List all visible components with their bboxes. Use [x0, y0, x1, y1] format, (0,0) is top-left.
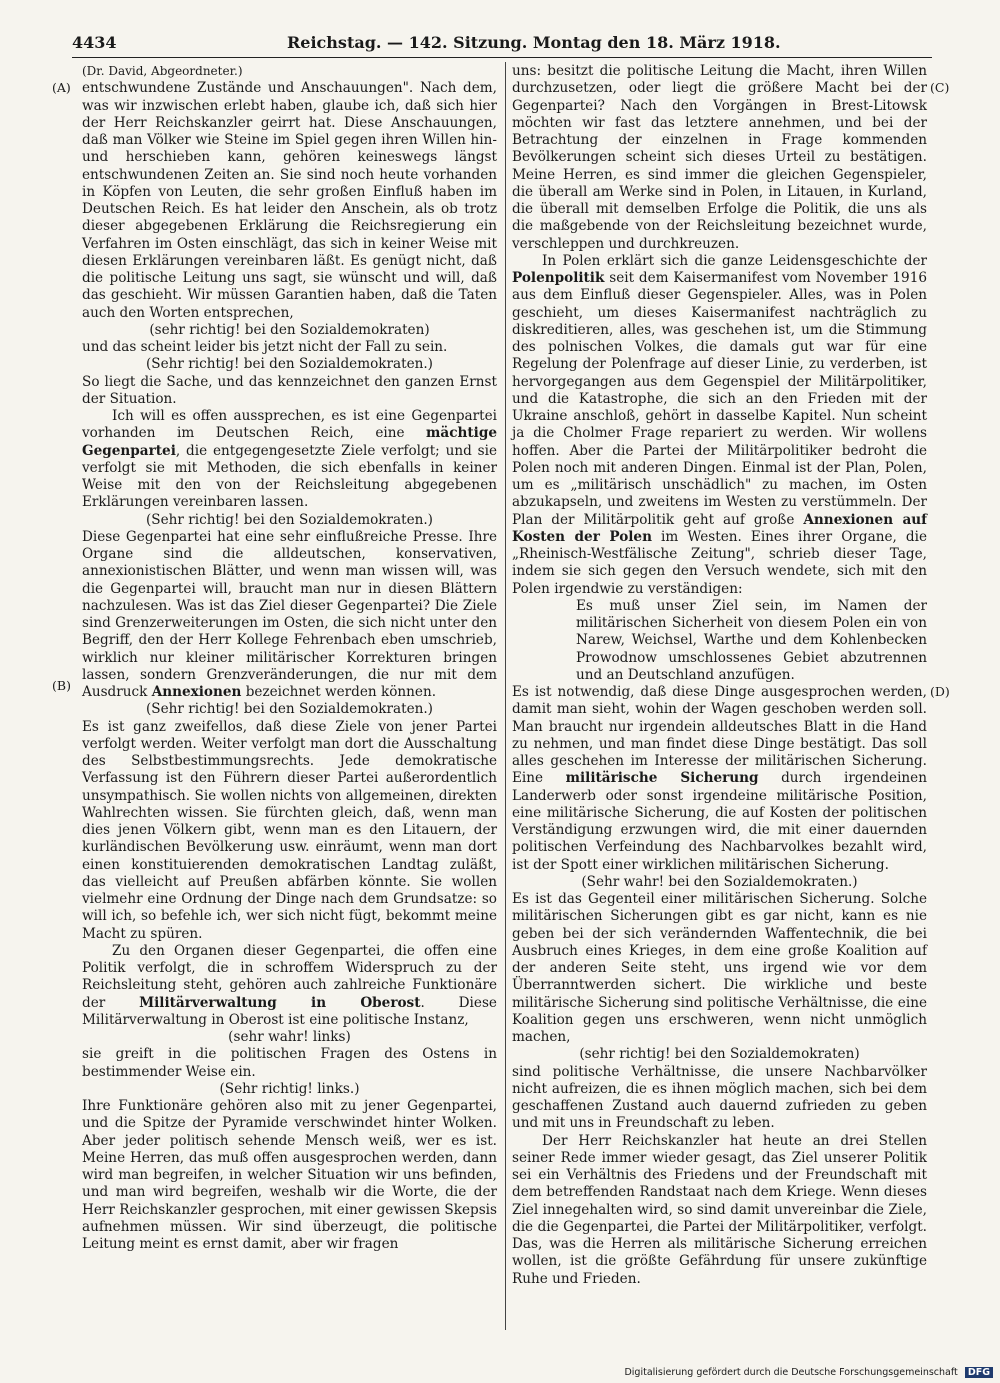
emphasis: militärische Sicherung — [565, 770, 759, 787]
page-number: 4434 — [72, 33, 117, 52]
paragraph: sie greift in die politischen Fragen des Ostens in bestimmender Weise ein. — [82, 1046, 497, 1080]
interjection: (Sehr richtig! links.) — [219, 1080, 360, 1097]
margin-marker-b: (B) — [52, 678, 71, 693]
paragraph: Der Herr Reichskanzler hat heute an drei Stellen seiner Rede immer wieder gesagt, das Ziel unserer Politik sei ein Verhältnis des Friedens und der Freundschaft mit dem betreffenden Randstaat nach dem Kriege. Wenn dieses Ziel innegehalten wird, so sind damit unvereinbar die Ziele, die die Gegenpartei, die Partei der Militärpolitiker, verfolgt. Das, was die Herren als militärische Sicherung erreichen wollen, ist die größte Gefährdung für unsere zukünftige Ruhe und Frieden. — [512, 1132, 927, 1287]
paragraph: uns: besitzt die politische Leitung die Macht, ihren Willen durchzusetzen, oder liegt die größere Macht bei der Gegenpartei? Nach den Vorgängen in Brest-Litowsk möchten wir fast das letztere annehmen, und bei der Betrachtung der einzelnen in Frage kommenden Bevölkerungen scheint sich dieses Urteil zu bestätigen. Meine Herren, es sind immer die gleichen Gegenspieler, die überall am Werke sind in Polen, in Litauen, in Kurland, die überall mit demselben Erfolge die Politik, die uns als die maßgebende von der Reichsleitung bezeichnet wurde, verschleppen und durchkreuzen. — [512, 63, 927, 252]
emphasis: Annexionen auf Kosten der Polen — [512, 511, 927, 545]
interjection: (sehr wahr! links) — [228, 1029, 351, 1045]
interjection: (Sehr wahr! bei den Sozialdemokraten.) — [581, 873, 858, 890]
paragraph: So liegt die Sache, und das kennzeichnet den ganzen Ernst der Situation. — [82, 373, 497, 407]
column-separator — [505, 62, 506, 1330]
paragraph: Es ist ganz zweifellos, daß diese Ziele von jener Partei verfolgt werden. Weiter verfolgt man dort die Ausschaltung des Selbstbestimmungsrechts. Jede demokratische Verfassung ist den Führern dieser Partei außerordentlich unsympathisch. Sie wollen nichts von allgemeinen, direkten Wahlrechten wissen. Sie fürchten gleich, daß, wenn man dies jenen Völkern gibt, wenn man es den Litauern, der kurländischen Bevölkerung usw. einräumt, wenn man dort einen konstituierenden demokratischen Landtag zuläßt, das vielleicht auf Preußen abfärben könnte. Sie wollen vielmehr eine Ordnung der Dinge nach dem Grundsatze: so will ich, so befehle ich, wer sich nicht fügt, bekommt meine Macht zu spüren. — [82, 718, 497, 942]
paragraph: Diese Gegenpartei hat eine sehr einflußreiche Presse. Ihre Organe sind die alldeutschen, konservativen, annexionistischen Blätter, und wenn man wissen will, was die Gegenpartei will, braucht man nur in diesen Blättern nachzulesen. Was ist das Ziel dieser Gegenpartei? Die Ziele sind Grenzerweiterungen im Osten, die sich nicht unter den Begriff, den der Herr Kollege Fehrenbach eben umschrieb, wirklich nur kleiner militärischer Korrekturen bringen lassen, sondern Grenzveränderungen, die nur mit dem Ausdruck Annexionen bezeichnet werden können. — [82, 528, 497, 700]
emphasis: Annexionen — [151, 684, 242, 700]
left-column — [82, 63, 497, 1253]
emphasis: Militärverwaltung in Oberost — [139, 994, 421, 1011]
paragraph: Ihre Funktionäre gehören also mit zu jener Gegenpartei, und die Spitze der Pyramide verschwindet hinter Wolken. Aber jeder politisch sehende Mensch weiß, wer es ist. Meine Herren, das muß offen ausgesprochen werden, dann wird man begreifen, in welcher Situation wir uns befinden, und man wird begreifen, weshalb wir die Worte, die der Herr Reichskanzler gesprochen, mit einer gewissen Skepsis aufnehmen müssen. Wir sind überzeugt, die politische Leitung meint es ernst damit, aber wir fragen — [82, 1098, 498, 1252]
paragraph: sind politische Verhältnisse, die unsere Nachbarvölker nicht aufreizen, die es ihnen möglich machen, sich bei dem geschaffenen Zustand auch dauernd zufrieden zu geben und mit uns in Freundschaft zu leben. — [512, 1063, 927, 1132]
paragraph: und das scheint leider bis jetzt nicht der Fall zu sein. — [82, 339, 448, 355]
paragraph: In Polen erklärt sich die ganze Leidensgeschichte der Polenpolitik seit dem Kaisermanifest vom November 1916 aus dem Einfluß dieser Gegenspieler. Alles, was in Polen geschieht, um dieses Kaisermanifest nachträglich zu diskreditieren, alles, was geschehen ist, um die Stimmung des polnischen Volkes, die damals gut war für eine Regelung der Polenfrage auf dieser Linie, zu verderben, ist hervorgegangen aus dem Gegenspiel der Militärpolitiker, und die Katastrophe, die sich an den Frieden mit der Ukraine anschloß, gehört in dasselbe Kapitel. Nun scheint ja die Cholmer Frage repariert zu werden. Wir wollens hoffen. Aber die Partei der Militärpolitiker bedroht die Polen noch mit anderen Dingen. Einmal ist der Plan, Polen, um es „militärisch unschädlich" zu machen, im Osten abzukapseln, und zweitens im Westen zu verstümmeln. Der Plan der Militärpolitik geht auf große Annexionen auf Kosten der Polen im Westen. Eines ihrer Organe, die „Rheinisch-Westfälische Zeitung", schrieb dieser Tage, indem sie sich gegen den Versuch wendete, sich mit den Polen irgendwie zu verständigen: — [512, 252, 927, 597]
speaker-label: (Dr. David, Abgeordneter.) — [82, 64, 243, 78]
interjection: (Sehr richtig! bei den Sozialdemokraten.) — [146, 511, 433, 528]
header-rule — [72, 57, 932, 58]
margin-marker-a: (A) — [52, 80, 71, 95]
emphasis: Polenpolitik — [512, 270, 605, 286]
emphasis: mächtige Gegenpartei — [82, 425, 497, 459]
margin-marker-d: (D) — [930, 684, 950, 699]
interjection: (Sehr richtig! bei den Sozialdemokraten.) — [146, 356, 433, 373]
interjection: (Sehr richtig! bei den Sozialdemokraten.) — [146, 701, 433, 718]
interjection: (sehr richtig! bei den Sozialdemokraten) — [579, 1046, 860, 1063]
paragraph: entschwundene Zustände und Anschauungen". Nach dem, was wir inzwischen erlebt haben, glaube ich, daß sich hier der Herr Reichskanzler geirrt hat. Diese Anschauungen, daß man Völker wie Steine im Spiel gegen ihren Willen hin- und herschieben kann, gehören keineswegs längst entschwundenen Zeiten an. Sie sind noch heute vorhanden in Köpfen von Leuten, die sehr großen Einfluß haben im Deutschen Reich. Es hat leider den Anschein, als ob trotz dieser abgegebenen Erklärung die Reichsregierung ein Verfahren im Osten einschlägt, das sich in keiner Weise mit diesen Erklärungen vereinbaren läßt. Es genügt nicht, daß die politische Leitung uns sagt, sie wünscht und will, daß das geschieht. Wir müssen Garantien haben, daß die Taten auch den Worten entsprechen, — [82, 80, 497, 321]
paragraph: Es ist notwendig, daß diese Dinge ausgesprochen werden, damit man sieht, wohin der Wagen geschoben werden soll. Man braucht nur irgendein alldeutsches Blatt in die Hand zu nehmen, und man findet diese Dinge bestätigt. Das soll alles geschehen im Interesse der militärischen Sicherung. Eine militärische Sicherung durch irgendeinen Landerwerb oder sonst irgendeine militärische Position, eine militärische Sicherung, die auf Kosten der politischen Verständigung erzwungen wird, die mit einer dauernden politischen Verfeindung des Nachbarvolkes bezahlt wird, ist der Spott einer wirklichen militärischen Sicherung. — [512, 684, 927, 873]
footer-text: Digitalisierung gefördert durch die Deutsche Forschungsgemeinschaft — [624, 1367, 958, 1378]
paragraph: Ich will es offen aussprechen, es ist eine Gegenpartei vorhanden im Deutschen Reich, eine mächtige Gegenpartei, die entgegengesetzte Ziele verfolgt; und sie verfolgt sie mit Methoden, die sich ebenfalls in keiner Weise mit den von der Reichsleitung abgegebenen Erklärungen vereinbaren lassen. — [82, 408, 497, 511]
footer-credit — [600, 1367, 993, 1378]
paragraph: Es ist das Gegenteil einer militärischen Sicherung. Solche militärischen Sicherungen gibt es gar nicht, kann es nie geben bei der sich verändernden Waffentechnik, die bei Ausbruch eines Krieges, in dem eine große Koalition auf der anderen Seite steht, uns irgend wie vor dem Überranntwerden sichert. Die wirkliche und beste militärische Sicherung sind politische Verhältnisse, die eine Koalition gegen uns erschweren, wenn nicht unmöglich machen, — [512, 891, 927, 1045]
margin-marker-c: (C) — [930, 80, 950, 95]
dfg-logo: DFG — [965, 1367, 993, 1378]
right-column — [512, 63, 927, 1288]
interjection: (sehr richtig! bei den Sozialdemokraten) — [149, 321, 430, 338]
block-quote: Es muß unser Ziel sein, im Namen der militärischen Sicherheit von diesem Polen ein von Narew, Weichsel, Warthe und dem Kohlenbecken Prowodnow umschlossenes Gebiet abzutrennen und an Deutschland anzufügen. — [576, 597, 927, 683]
running-title: Reichstag. — 142. Sitzung. Montag den 18. März 1918. — [287, 33, 781, 52]
paragraph: Zu den Organen dieser Gegenpartei, die offen eine Politik verfolgt, die in schroffem Widerspruch zu der Reichsleitung steht, gehören auch zahlreiche Funktionäre der Militärverwaltung in Oberost. Diese Militärverwaltung in Oberost ist eine politische Instanz, — [82, 942, 497, 1028]
page-header — [72, 33, 781, 57]
